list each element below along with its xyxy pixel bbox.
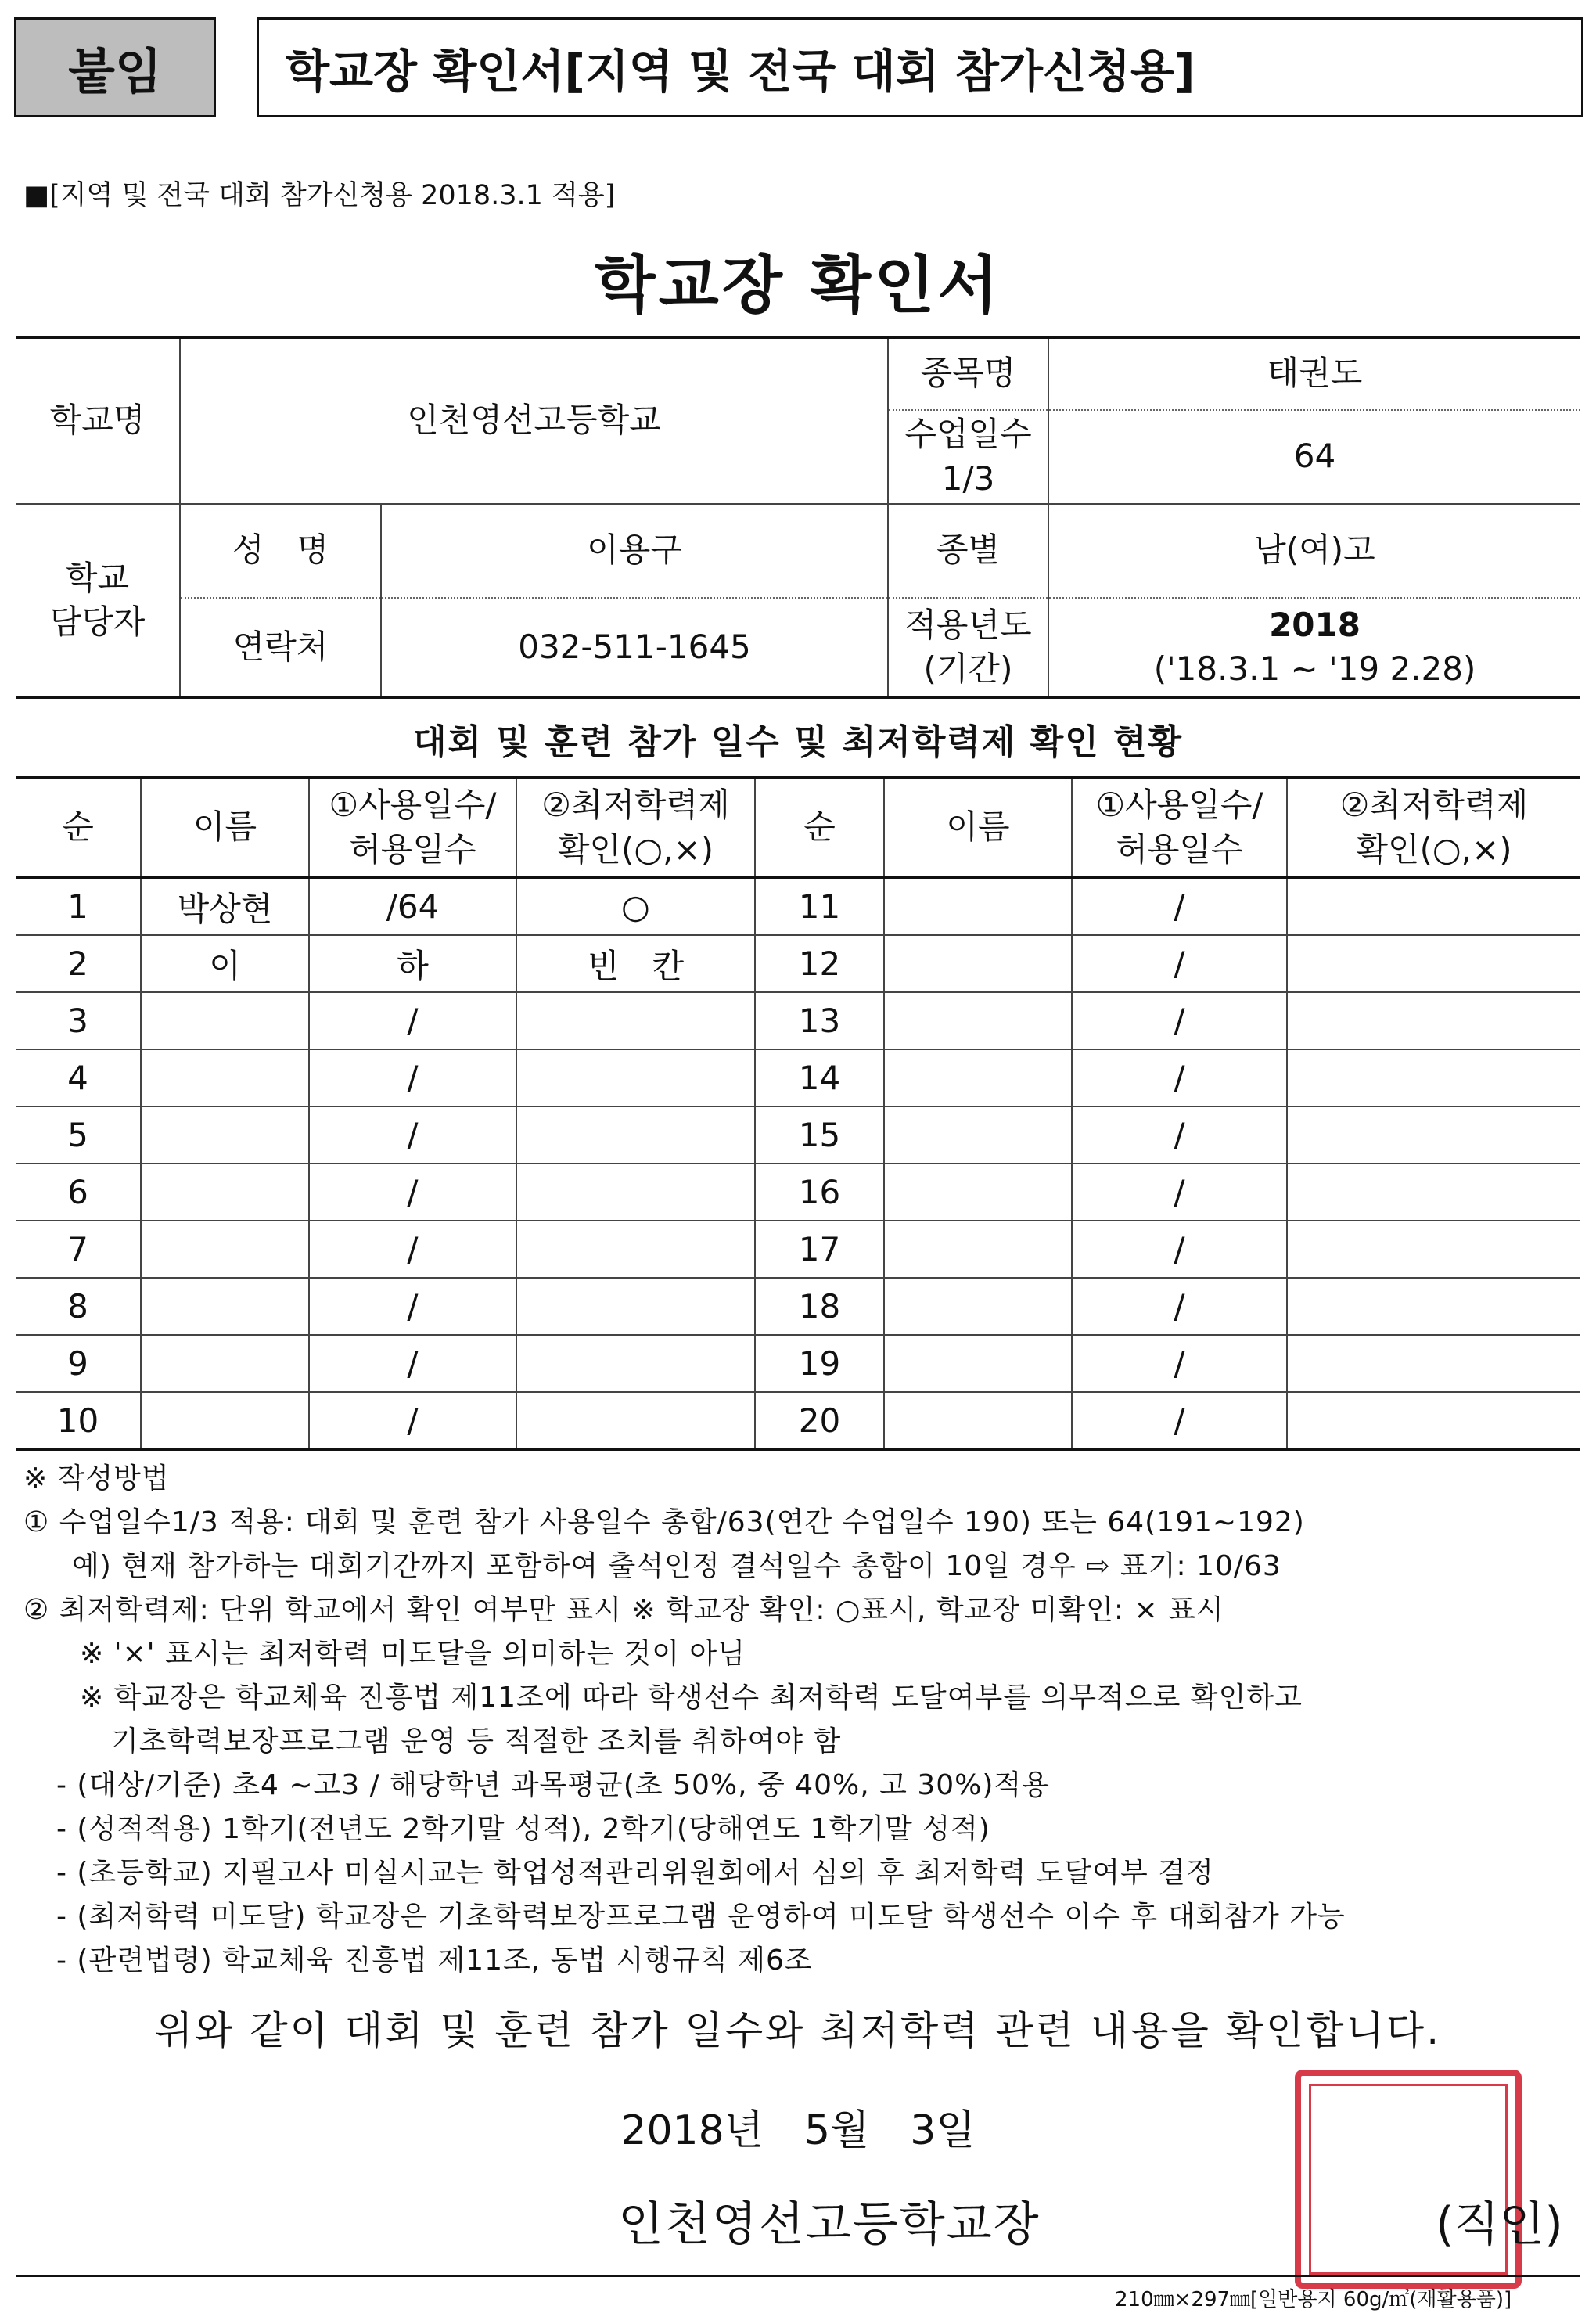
cell-check [516, 1278, 755, 1335]
detail-1: - (대상/기준) 초4 ~고3 / 해당학년 과목평균(초 50%, 중 40%, 고 30%)적용 [56, 1769, 1050, 1801]
manager-label [16, 504, 180, 698]
note-2-b: ※ 학교장은 학교체육 진흥법 제11조에 따라 학생선수 최저학력 도달여부를 의무적으로 확인하고 [80, 1682, 1303, 1714]
cell-no: 1 [16, 878, 141, 936]
seal-label: (직인) [1436, 2197, 1563, 2252]
principal-signature: 인천영선고등학교장 [618, 2197, 1041, 2252]
cell-no: 6 [16, 1164, 141, 1221]
cell-check [1287, 1106, 1580, 1164]
class-days-label-line2: 1/3 [941, 459, 995, 498]
cell-name [141, 1278, 309, 1335]
year-label-line1: 적용년도 [904, 605, 1032, 644]
cell-name [884, 1049, 1072, 1106]
cell-days: / [1072, 1106, 1287, 1164]
cell-days: 하 [309, 935, 516, 992]
header-no: 순 [16, 778, 141, 878]
status-heading: 대회 및 훈련 참가 일수 및 최저학력제 확인 현황 [412, 722, 1184, 762]
cell-check [1287, 1164, 1580, 1221]
cell-no: 15 [755, 1106, 884, 1164]
year-label-line2: (기간) [923, 649, 1013, 689]
header-check-line1: ②최저학력제 [1339, 785, 1529, 824]
cell-name [141, 1106, 309, 1164]
cell-no: 7 [16, 1221, 141, 1278]
cell-no: 9 [16, 1335, 141, 1392]
cell-no: 10 [16, 1392, 141, 1450]
table-row [16, 1049, 1580, 1106]
cell-name [141, 1164, 309, 1221]
cell-name [141, 1049, 309, 1106]
cell-check [516, 1106, 755, 1164]
cell-name [141, 1221, 309, 1278]
header-days-line1: ①사용일수/ [1095, 785, 1264, 824]
cell-check [516, 1049, 755, 1106]
header-check-line1: ②최저학력제 [541, 785, 730, 824]
cell-days: / [1072, 878, 1287, 936]
school-info-table [16, 336, 1580, 699]
cell-days: / [309, 1335, 516, 1392]
confirmation-statement: 위와 같이 대회 및 훈련 참가 일수와 최저학력 관련 내용을 확인합니다. [154, 2008, 1442, 2053]
cell-days: / [1072, 1335, 1287, 1392]
cell-days: / [1072, 992, 1287, 1049]
cell-name [141, 992, 309, 1049]
cell-no: 18 [755, 1278, 884, 1335]
cell-name [884, 935, 1072, 992]
cell-no: 13 [755, 992, 884, 1049]
cell-name [141, 1392, 309, 1450]
cell-days: / [1072, 1278, 1287, 1335]
bottom-divider [16, 2275, 1580, 2277]
event-label: 종목명 [888, 338, 1048, 410]
header-name: 이름 [141, 778, 309, 878]
contact-label: 연락처 [180, 598, 381, 698]
note-2-b-cont: 기초학력보장프로그램 운영 등 적절한 조치를 취하여야 함 [111, 1725, 842, 1757]
header-check [516, 778, 755, 878]
cell-days: / [309, 1221, 516, 1278]
detail-4: - (최저학력 미도달) 학교장은 기초학력보장프로그램 운영하여 미도달 학생선수 이수 후 대회참가 가능 [56, 1901, 1346, 1933]
table-row [16, 1164, 1580, 1221]
status-table-body [16, 878, 1580, 1450]
note-1: ① 수업일수1/3 적용: 대회 및 훈련 참가 사용일수 총합/63(연간 수업일수 190) 또는 64(191~192) [23, 1506, 1305, 1538]
cell-days: / [309, 1106, 516, 1164]
issue-date: 2018년 5월 3일 [620, 2107, 976, 2154]
cell-check [1287, 878, 1580, 936]
year-value [1048, 598, 1580, 698]
cell-days: / [309, 1392, 516, 1450]
cell-check [516, 1392, 755, 1450]
school-name-label: 학교명 [16, 338, 180, 504]
participation-status-table [16, 776, 1580, 1451]
class-days-label [888, 410, 1048, 504]
cell-no: 3 [16, 992, 141, 1049]
cell-check [1287, 1392, 1580, 1450]
notes-title: ※ 작성방법 [23, 1462, 170, 1495]
manager-label-line2: 담당자 [49, 603, 146, 642]
detail-5: - (관련법령) 학교체육 진흥법 제11조, 동법 시행규칙 제6조 [56, 1944, 813, 1977]
table-row [16, 1335, 1580, 1392]
cell-no: 17 [755, 1221, 884, 1278]
cell-check [1287, 1278, 1580, 1335]
cell-days: / [1072, 1164, 1287, 1221]
cell-no: 16 [755, 1164, 884, 1221]
cell-days: / [1072, 1392, 1287, 1450]
cell-check [1287, 1221, 1580, 1278]
header-no: 순 [755, 778, 884, 878]
manager-label-line1: 학교 [65, 558, 130, 597]
school-name-value: 인천영선고등학교 [180, 338, 888, 504]
cell-name [884, 1221, 1072, 1278]
header-name: 이름 [884, 778, 1072, 878]
cell-no: 5 [16, 1106, 141, 1164]
detail-2: - (성적적용) 1학기(전년도 2학기말 성적), 2학기(당해연도 1학기말 성적) [56, 1813, 990, 1845]
cell-check: 빈 칸 [516, 935, 755, 992]
cell-check [516, 1221, 755, 1278]
cell-name: 이 [141, 935, 309, 992]
form-note: ■[지역 및 전국 대회 참가신청용 2018.3.1 적용] [23, 180, 616, 211]
note-1-example: 예) 현재 참가하는 대회기간까지 포함하여 출석인정 결석일수 총합이 10일 경우 ⇨ 표기: 10/63 [72, 1550, 1281, 1582]
header-days [309, 778, 516, 878]
official-seal [1295, 2070, 1522, 2289]
header-days-line1: ①사용일수/ [329, 785, 497, 824]
header-days [1072, 778, 1287, 878]
document-title: 학교장 확인서 [595, 249, 1001, 322]
cell-name [884, 1278, 1072, 1335]
cell-days: / [1072, 1221, 1287, 1278]
category-label: 종별 [888, 504, 1048, 598]
cell-days: / [309, 1049, 516, 1106]
paper-spec: 210㎜×297㎜[일반용지 60g/㎡(재활용품)] [1115, 2288, 1512, 2311]
table-row [16, 878, 1580, 936]
note-2-a: ※ '×' 표시는 최저학력 미도달을 의미하는 것이 아님 [80, 1638, 746, 1670]
cell-no: 19 [755, 1335, 884, 1392]
cell-days: /64 [309, 878, 516, 936]
cell-days: / [309, 1278, 516, 1335]
table-row [16, 1392, 1580, 1450]
header-check [1287, 778, 1580, 878]
instructions [23, 1457, 1580, 1983]
cell-name [884, 1106, 1072, 1164]
category-value: 남(여)고 [1048, 504, 1580, 598]
cell-no: 2 [16, 935, 141, 992]
cell-name [884, 1392, 1072, 1450]
class-days-value: 64 [1048, 410, 1580, 504]
detail-3: - (초등학교) 지필고사 미실시교는 학업성적관리위원회에서 심의 후 최저학력 도달여부 결정 [56, 1857, 1214, 1889]
year-label [888, 598, 1048, 698]
contact-value: 032-511-1645 [381, 598, 888, 698]
cell-name: 박상현 [141, 878, 309, 936]
cell-days: / [1072, 1049, 1287, 1106]
cell-name [884, 878, 1072, 936]
cell-name [884, 1335, 1072, 1392]
period-value: ('18.3.1 ~ '19 2.28) [1153, 649, 1476, 689]
cell-no: 8 [16, 1278, 141, 1335]
cell-days: / [309, 992, 516, 1049]
cell-no: 4 [16, 1049, 141, 1106]
table-row [16, 1106, 1580, 1164]
cell-name [141, 1335, 309, 1392]
year-value-line1: 2018 [1269, 605, 1361, 644]
cell-check [516, 1335, 755, 1392]
cell-no: 11 [755, 878, 884, 936]
table-row [16, 1278, 1580, 1335]
cell-check [516, 1164, 755, 1221]
cell-no: 20 [755, 1392, 884, 1450]
header-check-line2: 확인(○,×) [557, 829, 714, 869]
document-header-title: 학교장 확인서[지역 및 전국 대회 참가신청용] [257, 17, 1583, 117]
cell-check: ○ [516, 878, 755, 936]
header-days-line2: 허용일수 [1116, 829, 1243, 869]
cell-check [1287, 1335, 1580, 1392]
table-row [16, 935, 1580, 992]
cell-check [1287, 992, 1580, 1049]
cell-check [516, 992, 755, 1049]
header-days-line2: 허용일수 [349, 829, 476, 869]
cell-name [884, 1164, 1072, 1221]
cell-no: 12 [755, 935, 884, 992]
cell-check [1287, 1049, 1580, 1106]
cell-name [884, 992, 1072, 1049]
class-days-label-line1: 수업일수 [904, 414, 1032, 453]
attachment-tag: 붙임 [14, 17, 216, 117]
name-value: 이용구 [381, 504, 888, 598]
cell-no: 14 [755, 1049, 884, 1106]
table-row [16, 992, 1580, 1049]
table-row [16, 1221, 1580, 1278]
name-label: 성 명 [180, 504, 381, 598]
cell-check [1287, 935, 1580, 992]
header-check-line2: 확인(○,×) [1356, 829, 1512, 869]
cell-days: / [1072, 935, 1287, 992]
note-2: ② 최저학력제: 단위 학교에서 확인 여부만 표시 ※ 학교장 확인: ○표시, 학교장 미확인: × 표시 [23, 1594, 1224, 1626]
event-value: 태권도 [1048, 338, 1580, 410]
cell-days: / [309, 1164, 516, 1221]
